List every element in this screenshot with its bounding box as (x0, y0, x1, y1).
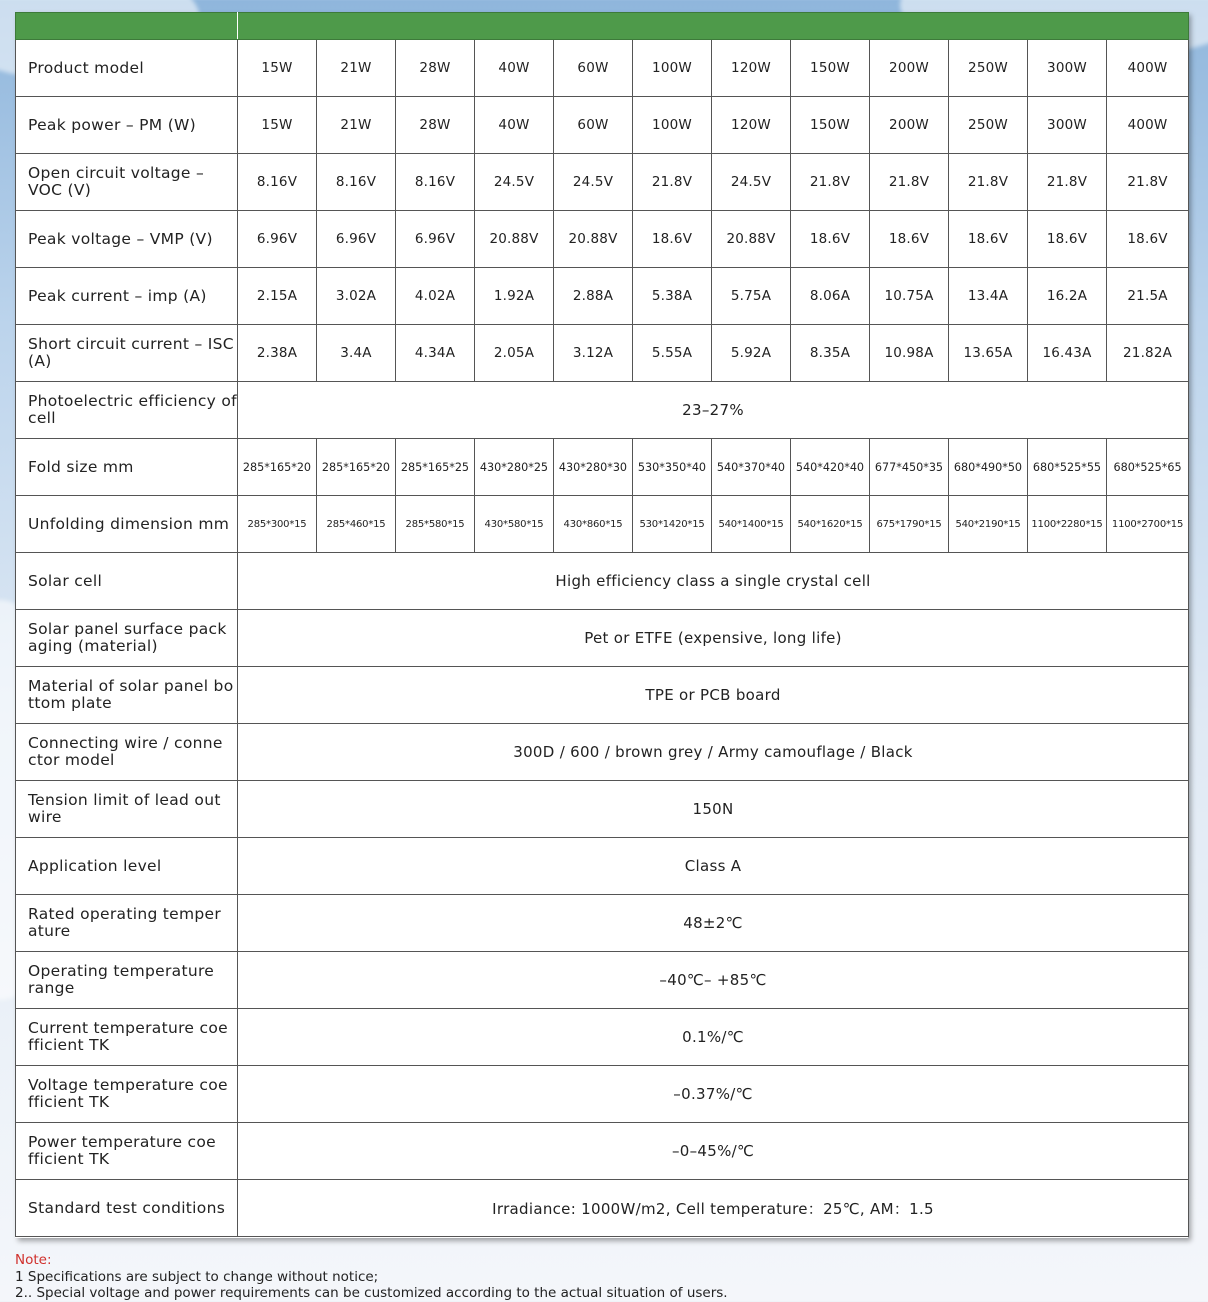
table-cell: 3.4A (317, 325, 396, 382)
table-cell-merged: –0.37%/℃ (238, 1066, 1189, 1123)
table-cell: 20.88V (475, 211, 554, 268)
table-cell-merged: TPE or PCB board (238, 667, 1189, 724)
table-cell-merged: Irradiance: 1000W/m2, Cell temperature：25℃, AM：1.5 (238, 1180, 1189, 1237)
table-cell: 24.5V (712, 154, 791, 211)
spec-sheet (15, 12, 1188, 1238)
table-cell: 540*1620*15 (791, 496, 870, 553)
table-cell: 21.8V (1028, 154, 1107, 211)
table-cell-merged: 0.1%/℃ (238, 1009, 1189, 1066)
table-cell: 400W (1107, 97, 1189, 154)
table-cell: 200W (870, 40, 949, 97)
table-row (16, 1180, 1189, 1237)
table-cell: 10.98A (870, 325, 949, 382)
table-cell: 285*165*20 (317, 439, 396, 496)
row-label: Operating temperature range (16, 952, 238, 1009)
note-line-2: 2.. Special voltage and power requirements can be customized according to the actual situation of users. (15, 1285, 728, 1301)
table-cell: 677*450*35 (870, 439, 949, 496)
table-cell: 4.34A (396, 325, 475, 382)
row-label: Application level (16, 838, 238, 895)
note-line-1: 1 Specifications are subject to change without notice; (15, 1268, 379, 1285)
table-cell: 100W (633, 40, 712, 97)
table-cell: 13.65A (949, 325, 1028, 382)
table-cell: 300W (1028, 40, 1107, 97)
table-cell: 8.06A (791, 268, 870, 325)
table-cell: 16.43A (1028, 325, 1107, 382)
table-cell: 21.82A (1107, 325, 1189, 382)
table-cell: 20.88V (554, 211, 633, 268)
table-cell: 3.02A (317, 268, 396, 325)
table-cell: 2.38A (238, 325, 317, 382)
table-cell: 10.75A (870, 268, 949, 325)
table-cell: 40W (475, 40, 554, 97)
table-cell: 21.8V (1107, 154, 1189, 211)
row-label: Solar panel surface pack aging (material) (16, 610, 238, 667)
table-cell: 8.35A (791, 325, 870, 382)
table-row (16, 553, 1189, 610)
table-cell: 680*490*50 (949, 439, 1028, 496)
row-label: Product model (16, 40, 238, 97)
table-cell: 2.15A (238, 268, 317, 325)
table-cell: 530*350*40 (633, 439, 712, 496)
table-cell: 6.96V (238, 211, 317, 268)
row-label: Fold size mm (16, 439, 238, 496)
table-cell: 5.38A (633, 268, 712, 325)
row-label: Current temperature coe fficient TK (16, 1009, 238, 1066)
table-cell: 21W (317, 97, 396, 154)
table-cell: 40W (475, 97, 554, 154)
table-cell: 60W (554, 97, 633, 154)
table-row (16, 895, 1189, 952)
table-cell: 540*370*40 (712, 439, 791, 496)
table-cell: 540*1400*15 (712, 496, 791, 553)
table-cell: 21.8V (949, 154, 1028, 211)
table-cell: 430*860*15 (554, 496, 633, 553)
row-label: Solar cell (16, 553, 238, 610)
table-cell: 18.6V (633, 211, 712, 268)
table-cell: 28W (396, 97, 475, 154)
table-cell: 6.96V (317, 211, 396, 268)
table-cell-merged: –40℃– +85℃ (238, 952, 1189, 1009)
table-row (16, 268, 1189, 325)
table-cell: 24.5V (475, 154, 554, 211)
table-cell: 16.2A (1028, 268, 1107, 325)
table-cell-merged: –0–45%/℃ (238, 1123, 1189, 1180)
notes-block (15, 1252, 1115, 1302)
table-cell: 28W (396, 40, 475, 97)
table-row (16, 325, 1189, 382)
header-cell-right (238, 13, 1189, 40)
table-cell: 120W (712, 97, 791, 154)
table-cell: 18.6V (949, 211, 1028, 268)
row-label: Connecting wire / conne ctor model (16, 724, 238, 781)
row-label: Photoelectric efficiency of cell (16, 382, 238, 439)
table-cell: 285*165*25 (396, 439, 475, 496)
table-cell: 300W (1028, 97, 1107, 154)
note-title: Note: (15, 1252, 52, 1268)
table-cell-merged: High efficiency class a single crystal cell (238, 553, 1189, 610)
table-cell-merged: 300D / 600 / brown grey / Army camouflage / Black (238, 724, 1189, 781)
table-row (16, 1009, 1189, 1066)
table-cell: 2.05A (475, 325, 554, 382)
table-row (16, 154, 1189, 211)
table-cell: 150W (791, 40, 870, 97)
table-cell-merged: 150N (238, 781, 1189, 838)
table-cell: 285*580*15 (396, 496, 475, 553)
table-cell: 200W (870, 97, 949, 154)
table-header-row (16, 13, 1189, 40)
table-cell: 430*280*25 (475, 439, 554, 496)
table-cell: 5.92A (712, 325, 791, 382)
table-cell: 285*460*15 (317, 496, 396, 553)
row-label: Voltage temperature coe fficient TK (16, 1066, 238, 1123)
table-cell-merged: Pet or ETFE (expensive, long life) (238, 610, 1189, 667)
table-cell: 15W (238, 97, 317, 154)
table-row (16, 610, 1189, 667)
table-cell: 250W (949, 97, 1028, 154)
table-row (16, 496, 1189, 553)
table-cell: 285*300*15 (238, 496, 317, 553)
table-cell: 18.6V (1028, 211, 1107, 268)
table-row (16, 781, 1189, 838)
table-cell: 250W (949, 40, 1028, 97)
table-cell: 120W (712, 40, 791, 97)
table-cell: 100W (633, 97, 712, 154)
table-cell: 1.92A (475, 268, 554, 325)
row-label: Peak current – imp (A) (16, 268, 238, 325)
table-cell: 20.88V (712, 211, 791, 268)
table-row (16, 667, 1189, 724)
table-cell: 18.6V (1107, 211, 1189, 268)
table-cell: 680*525*55 (1028, 439, 1107, 496)
row-label: Material of solar panel bo ttom plate (16, 667, 238, 724)
table-cell: 1100*2700*15 (1107, 496, 1189, 553)
table-cell: 675*1790*15 (870, 496, 949, 553)
table-row (16, 1066, 1189, 1123)
table-cell-merged: 23–27% (238, 382, 1189, 439)
table-row (16, 1123, 1189, 1180)
table-row (16, 211, 1189, 268)
table-cell: 21W (317, 40, 396, 97)
table-row (16, 838, 1189, 895)
table-cell: 2.88A (554, 268, 633, 325)
table-cell: 430*280*30 (554, 439, 633, 496)
row-label: Peak power – PM (W) (16, 97, 238, 154)
row-label: Peak voltage – VMP (V) (16, 211, 238, 268)
table-cell: 18.6V (791, 211, 870, 268)
table-cell: 285*165*20 (238, 439, 317, 496)
table-cell: 6.96V (396, 211, 475, 268)
table-cell: 400W (1107, 40, 1189, 97)
table-cell: 8.16V (317, 154, 396, 211)
table-cell: 540*420*40 (791, 439, 870, 496)
table-row (16, 439, 1189, 496)
table-cell: 540*2190*15 (949, 496, 1028, 553)
table-row (16, 97, 1189, 154)
table-cell: 4.02A (396, 268, 475, 325)
table-cell: 5.55A (633, 325, 712, 382)
table-cell: 24.5V (554, 154, 633, 211)
table-cell: 21.8V (870, 154, 949, 211)
table-cell: 150W (791, 97, 870, 154)
table-row (16, 724, 1189, 781)
table-cell: 680*525*65 (1107, 439, 1189, 496)
row-label: Unfolding dimension mm (16, 496, 238, 553)
table-row (16, 40, 1189, 97)
table-cell: 21.8V (791, 154, 870, 211)
table-cell: 21.5A (1107, 268, 1189, 325)
table-cell: 8.16V (238, 154, 317, 211)
row-label: Tension limit of lead out wire (16, 781, 238, 838)
row-label: Short circuit current – ISC (A) (16, 325, 238, 382)
row-label: Rated operating temper ature (16, 895, 238, 952)
table-cell: 1100*2280*15 (1028, 496, 1107, 553)
spec-table (15, 12, 1189, 1237)
table-cell: 5.75A (712, 268, 791, 325)
table-cell: 60W (554, 40, 633, 97)
table-cell: 18.6V (870, 211, 949, 268)
row-label: Open circuit voltage – VOC (V) (16, 154, 238, 211)
row-label: Standard test conditions (16, 1180, 238, 1237)
table-cell-merged: Class A (238, 838, 1189, 895)
row-label: Power temperature coe fficient TK (16, 1123, 238, 1180)
table-cell: 8.16V (396, 154, 475, 211)
table-cell: 530*1420*15 (633, 496, 712, 553)
table-row (16, 382, 1189, 439)
table-row (16, 952, 1189, 1009)
table-cell-merged: 48±2℃ (238, 895, 1189, 952)
table-cell: 430*580*15 (475, 496, 554, 553)
table-cell: 15W (238, 40, 317, 97)
header-cell-left (16, 13, 238, 40)
table-cell: 21.8V (633, 154, 712, 211)
table-cell: 13.4A (949, 268, 1028, 325)
table-cell: 3.12A (554, 325, 633, 382)
